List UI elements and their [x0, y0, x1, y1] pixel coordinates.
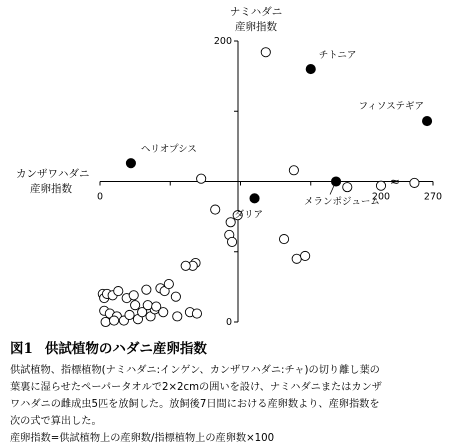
open-point — [410, 178, 419, 187]
filled-point — [306, 65, 315, 74]
open-point — [164, 279, 173, 288]
y-axis-title-line2: 産卵指数 — [235, 21, 277, 33]
x-axis-title-line2: 産卵指数 — [30, 183, 72, 195]
open-point — [125, 310, 134, 319]
open-point — [152, 302, 161, 311]
point-label: フィソステギア — [358, 101, 425, 113]
caption-line: 葉裏に湿らせたペーパータオルで2×2cmの囲いを設け、ナミハダニまたはカンザ — [10, 382, 382, 393]
point-label: チトニア — [318, 50, 357, 62]
open-point — [143, 301, 152, 310]
filled-point — [126, 159, 135, 168]
point-label: ヘリオプシス — [140, 144, 197, 156]
caption-line: 供試植物、指標植物(ナミハダニ:インゲン、カンザワハダニ:チャ)の切り離し葉の — [10, 365, 380, 376]
open-point — [192, 309, 201, 318]
open-point — [211, 205, 220, 214]
filled-point — [422, 116, 431, 125]
point-label: メランポジューム — [304, 196, 380, 208]
open-point — [173, 312, 182, 321]
caption-line: ワハダニの雌成虫5匹を放飼した。放飼後7日間における産卵数より、産卵指数を — [10, 399, 380, 410]
y-axis-title-line1: ナミハダニ — [229, 6, 283, 18]
data-points — [98, 48, 431, 327]
open-point — [289, 166, 298, 175]
filled-point — [250, 194, 259, 203]
open-point — [109, 316, 118, 325]
figure-title — [10, 337, 219, 357]
open-point — [131, 301, 140, 310]
figure-number: 図1 — [10, 341, 33, 357]
leader-lines — [330, 186, 334, 195]
x-tick-label: 200 — [371, 191, 391, 203]
open-point — [181, 261, 190, 270]
open-point — [114, 286, 123, 295]
y-tick-label: 200 — [213, 36, 232, 47]
point-label: ダリア — [234, 209, 264, 221]
open-point — [301, 251, 310, 260]
open-point — [101, 317, 110, 326]
leader-line — [330, 186, 334, 195]
filled-point — [331, 177, 340, 186]
axis-break-mark: ≈ — [389, 174, 400, 189]
open-point — [279, 235, 288, 244]
open-point — [197, 174, 206, 183]
open-point — [142, 285, 151, 294]
x-axis-title-line1: カンザワハダニ — [16, 168, 90, 180]
y-tick-label: 0 — [225, 317, 232, 328]
caption-line: 産卵指数=供試植物上の産卵数/指標植物上の産卵数×100 — [10, 433, 275, 444]
open-point — [376, 181, 385, 190]
open-point — [292, 254, 301, 263]
open-point — [227, 237, 236, 246]
caption-line: 次の式で算出した。 — [10, 416, 102, 427]
x-tick-label: 270 — [423, 191, 443, 203]
open-point — [129, 291, 138, 300]
figure-title-text: 供試植物のハダニ産卵指数 — [44, 341, 207, 357]
open-point — [261, 48, 270, 57]
open-point — [343, 183, 352, 192]
x-tick-label: 0 — [96, 191, 104, 203]
open-point — [171, 292, 180, 301]
